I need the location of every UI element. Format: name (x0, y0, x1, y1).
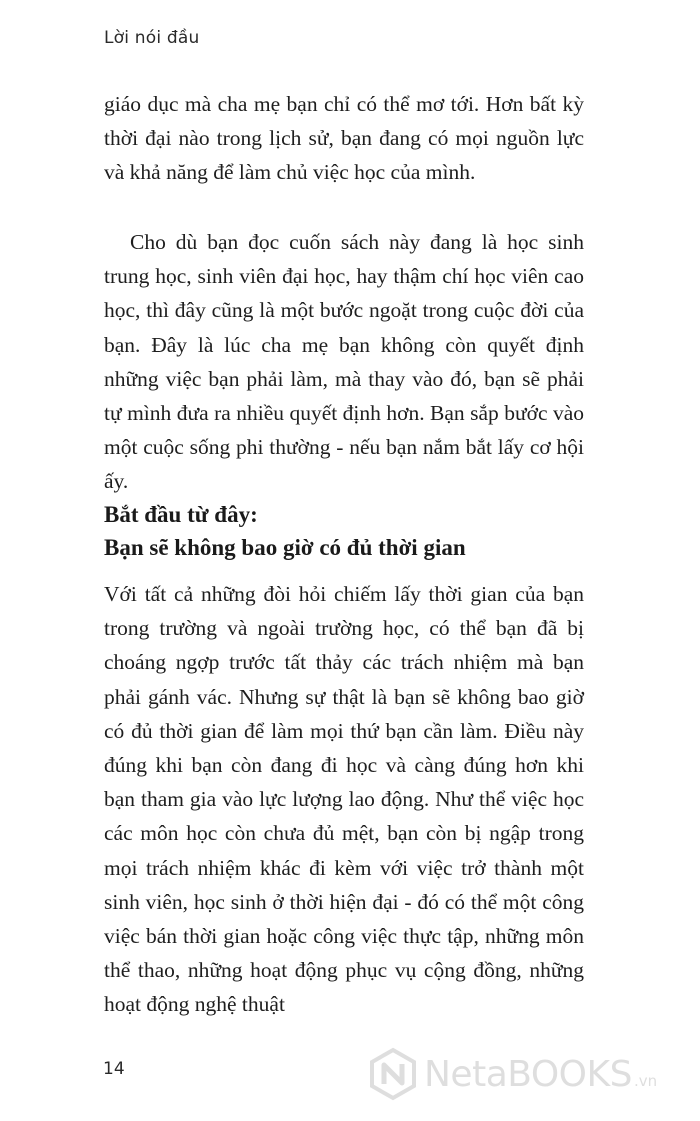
paragraph-body: Với tất cả những đòi hỏi chiếm lấy thời gian của bạn trong trường và ngoài trường học, có thể bạn đã bị choáng ngợp trước tất thảy các trách nhiệm mà bạn phải gánh vác. Nhưng sự thật là bạn sẽ không bao giờ có đủ thời gian để làm mọi thứ bạn cần làm. Điều này đúng khi bạn còn đang đi học và càng đúng hơn khi bạn tham gia vào lực lượng lao động. Như thể việc học các môn học còn chưa đủ mệt, bạn còn bị ngập trong mọi trách nhiệm khác đi kèm với việc trở thành một sinh viên, học sinh ở thời hiện đại - đó có thể một công việc bán thời gian hoặc công việc thực tập, những môn thể thao, những hoạt động phục vụ cộng đồng, những hoạt động nghệ thuật (104, 582, 584, 1017)
watermark-tld: .vn (633, 1072, 658, 1090)
watermark-text: NetaBOOKS (424, 1053, 632, 1095)
paragraph-continued: giáo dục mà cha mẹ bạn chỉ có thể mơ tới. Hơn bất kỳ thời đại nào trong lịch sử, bạn đang có mọi nguồn lực và khả năng để làm chủ việc học của mình. (104, 92, 584, 185)
watermark (366, 1044, 657, 1104)
section-heading-line-2: Bạn sẽ không bao giờ có đủ thời gian (104, 535, 466, 560)
page-number: 14 (103, 1059, 125, 1079)
section-heading-line-1: Bắt đầu từ đây: (104, 502, 258, 527)
running-head: Lời nói đầu (104, 28, 200, 48)
section-heading (104, 498, 584, 564)
netabooks-logo-icon (366, 1047, 420, 1101)
paragraph-intro: Cho dù bạn đọc cuốn sách này đang là học sinh trung học, sinh viên đại học, hay thậm chí học viên cao học, thì đây cũng là một bước ngoặt trong cuộc đời của bạn. Đây là lúc cha mẹ bạn không còn quyết định những việc bạn phải làm, mà thay vào đó, bạn sẽ phải tự mình đưa ra nhiều quyết định hơn. Bạn sắp bước vào một cuộc sống phi thường - nếu bạn nắm bắt lấy cơ hội ấy. (104, 230, 584, 494)
